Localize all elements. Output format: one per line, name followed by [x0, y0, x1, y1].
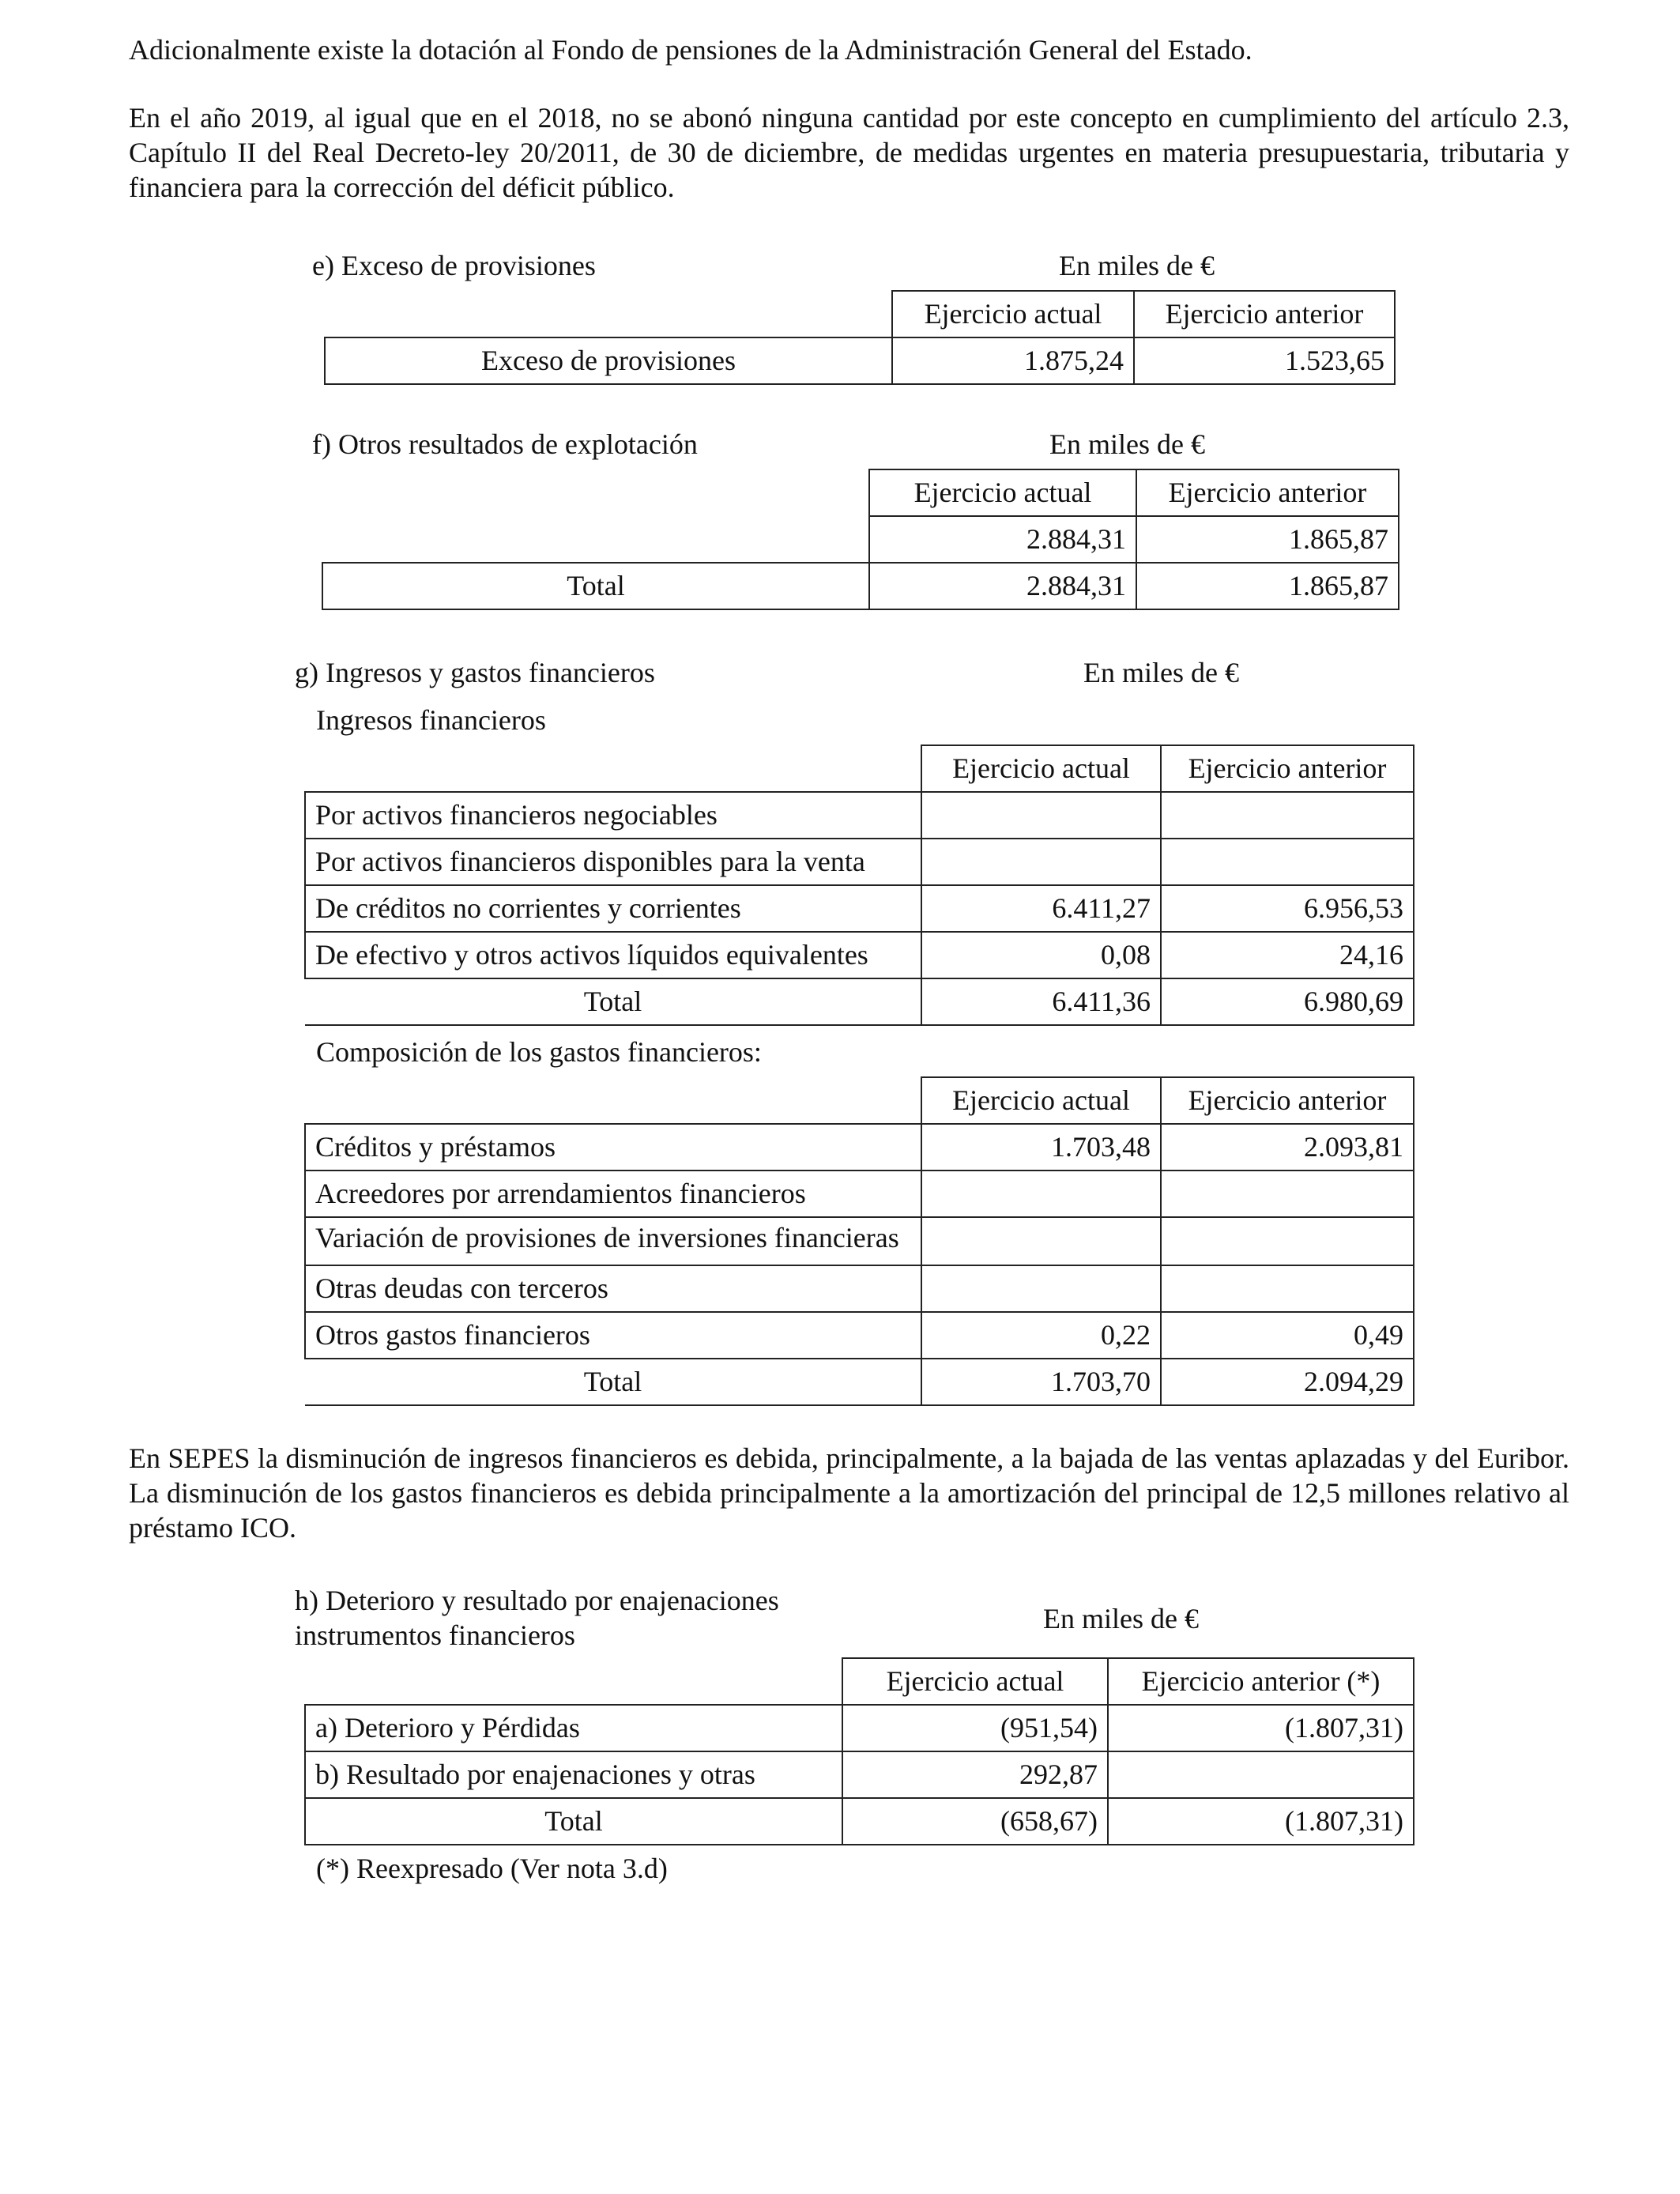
value-anterior	[1108, 1751, 1414, 1798]
table-row	[305, 792, 1414, 839]
value-anterior	[1161, 1217, 1414, 1265]
table-row	[305, 1312, 1414, 1359]
col-header-actual: Ejercicio actual	[842, 1658, 1108, 1705]
total-actual: 2.884,31	[869, 563, 1136, 609]
col-header-anterior: Ejercicio anterior	[1134, 291, 1395, 337]
table-ingresos-financieros	[304, 745, 1414, 1026]
value-anterior: 0,49	[1161, 1312, 1414, 1359]
value-anterior: 2.093,81	[1161, 1124, 1414, 1171]
col-header-anterior: Ejercicio anterior (*)	[1108, 1658, 1414, 1705]
col-header-actual: Ejercicio actual	[892, 291, 1134, 337]
section-h-title-line1: h) Deterioro y resultado por enajenaciones	[295, 1585, 779, 1616]
value-anterior: 24,16	[1161, 932, 1414, 978]
value-actual	[921, 1171, 1161, 1217]
section-h-unit: En miles de €	[1043, 1603, 1199, 1634]
table-gastos-financieros	[304, 1076, 1414, 1406]
value-anterior	[1161, 1171, 1414, 1217]
total-row	[305, 978, 1414, 1025]
total-row	[305, 1359, 1414, 1405]
row-label: De efectivo y otros activos líquidos equivalentes	[305, 932, 921, 978]
section-g-title: g) Ingresos y gastos financieros	[295, 657, 655, 688]
col-header-actual: Ejercicio actual	[869, 469, 1136, 516]
value-actual: 292,87	[842, 1751, 1108, 1798]
section-h-title-line2: instrumentos financieros	[295, 1619, 575, 1651]
value-actual: 1.703,48	[921, 1124, 1161, 1171]
table-row	[305, 1265, 1414, 1312]
section-f-title: f) Otros resultados de explotación	[312, 428, 698, 460]
value-anterior	[1161, 839, 1414, 885]
section-f-unit: En miles de €	[1049, 428, 1205, 460]
value-anterior	[1161, 1265, 1414, 1312]
total-actual: (658,67)	[842, 1798, 1108, 1845]
value-anterior	[1161, 792, 1414, 839]
col-header-actual: Ejercicio actual	[921, 1077, 1161, 1124]
row-label: Exceso de provisiones	[325, 337, 892, 384]
value-anterior: 1.865,87	[1136, 516, 1399, 563]
table-row	[305, 932, 1414, 978]
value-actual	[921, 1217, 1161, 1265]
value-actual: (951,54)	[842, 1705, 1108, 1751]
total-row	[305, 1798, 1414, 1845]
value-actual	[921, 1265, 1161, 1312]
value-actual: 2.884,31	[869, 516, 1136, 563]
table-exceso-provisiones	[324, 290, 1396, 385]
table-row	[305, 1217, 1414, 1265]
section-e-unit: En miles de €	[1059, 250, 1215, 281]
total-label: Total	[305, 1359, 921, 1405]
total-label: Total	[305, 978, 921, 1025]
value-actual: 0,08	[921, 932, 1161, 978]
total-anterior: (1.807,31)	[1108, 1798, 1414, 1845]
col-header-anterior: Ejercicio anterior	[1136, 469, 1399, 516]
table-row	[305, 885, 1414, 932]
gastos-title: Composición de los gastos financieros:	[316, 1036, 762, 1068]
row-label: b) Resultado por enajenaciones y otras	[305, 1751, 842, 1798]
row-label: a) Deterioro y Pérdidas	[305, 1705, 842, 1751]
value-actual: 0,22	[921, 1312, 1161, 1359]
row-label: Por activos financieros negociables	[305, 792, 921, 839]
row-label: Por activos financieros disponibles para la venta	[305, 839, 921, 885]
table-deterioro	[304, 1657, 1414, 1845]
table-row	[305, 1124, 1414, 1171]
row-label: Otras deudas con terceros	[305, 1265, 921, 1312]
value-actual	[921, 839, 1161, 885]
total-label: Total	[305, 1798, 842, 1845]
total-anterior: 2.094,29	[1161, 1359, 1414, 1405]
value-anterior: 6.956,53	[1161, 885, 1414, 932]
row-label: Acreedores por arrendamientos financieros	[305, 1171, 921, 1217]
row-label: Variación de provisiones de inversiones financieras	[305, 1217, 921, 1265]
table-otros-resultados	[322, 469, 1399, 610]
paragraph-sepes: En SEPES la disminución de ingresos financieros es debida, principalmente, a la bajada de las ventas aplazadas y del Euribor. La disminución de los gastos financieros es debida principalmente a la amortización del principal de 12,5 millones relativo al préstamo ICO.	[129, 1442, 1569, 1544]
value-anterior: 1.523,65	[1134, 337, 1395, 384]
value-actual: 1.875,24	[892, 337, 1134, 384]
total-anterior: 1.865,87	[1136, 563, 1399, 609]
col-header-actual: Ejercicio actual	[921, 745, 1161, 792]
section-e-title: e) Exceso de provisiones	[312, 250, 596, 281]
col-header-anterior: Ejercicio anterior	[1161, 1077, 1414, 1124]
col-header-anterior: Ejercicio anterior	[1161, 745, 1414, 792]
value-anterior: (1.807,31)	[1108, 1705, 1414, 1751]
value-actual: 6.411,27	[921, 885, 1161, 932]
row-label: De créditos no corrientes y corrientes	[305, 885, 921, 932]
row-label: Créditos y préstamos	[305, 1124, 921, 1171]
section-g-unit: En miles de €	[1083, 657, 1239, 688]
table-row	[305, 1705, 1414, 1751]
table-row	[305, 1751, 1414, 1798]
table-row	[305, 1171, 1414, 1217]
total-actual: 1.703,70	[921, 1359, 1161, 1405]
total-anterior: 6.980,69	[1161, 978, 1414, 1025]
value-actual	[921, 792, 1161, 839]
ingresos-title: Ingresos financieros	[316, 704, 546, 736]
paragraph-decree-law: En el año 2019, al igual que en el 2018, no se abonó ninguna cantidad por este concepto en cumplimiento del artículo 2.3, Capítulo II del Real Decreto-ley 20/2011, de 30 de diciembre, de medidas urgentes en materia presupuestaria, tributaria y financiera para la corrección del déficit público.	[129, 102, 1569, 203]
footnote-reexpresado: (*) Reexpresado (Ver nota 3.d)	[316, 1853, 668, 1884]
table-row	[305, 839, 1414, 885]
paragraph-pension-fund: Adicionalmente existe la dotación al Fondo de pensiones de la Administración General del Estado.	[129, 34, 1252, 66]
total-label: Total	[322, 563, 869, 609]
row-label: Otros gastos financieros	[305, 1312, 921, 1359]
total-actual: 6.411,36	[921, 978, 1161, 1025]
